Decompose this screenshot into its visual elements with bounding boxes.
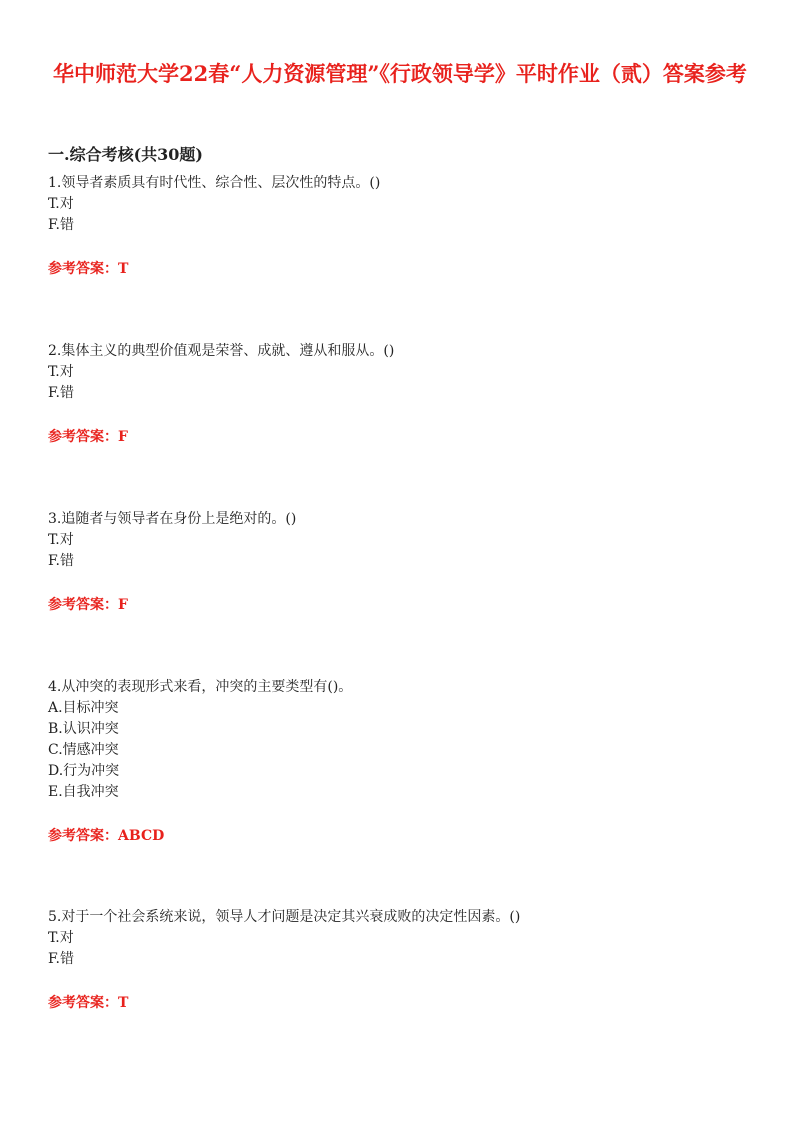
question-option: F.错 — [48, 217, 74, 233]
section-heading: 一.综合考核(共30题) — [48, 145, 203, 164]
question-text: 3.追随者与领导者在身份上是绝对的。() — [48, 511, 297, 527]
answer-line: 参考答案：ABCD — [48, 828, 165, 844]
question-1 — [48, 172, 758, 280]
document-title: 华中师范大学22春“人力资源管理”《行政领导学》平时作业（贰）答案参考 — [53, 61, 747, 86]
question-option: T.对 — [48, 532, 74, 548]
question-option: D.行为冲突 — [48, 763, 120, 779]
question-option: F.错 — [48, 385, 74, 401]
question-text: 5.对于一个社会系统来说，领导人才问题是决定其兴衰成败的决定性因素。() — [48, 909, 521, 925]
question-option: T.对 — [48, 196, 74, 212]
question-4 — [48, 676, 758, 847]
question-3 — [48, 508, 758, 616]
answer-line: 参考答案：T — [48, 261, 129, 277]
question-option: T.对 — [48, 364, 74, 380]
question-option: A.目标冲突 — [48, 700, 119, 716]
question-option: F.错 — [48, 553, 74, 569]
question-option: B.认识冲突 — [48, 721, 119, 737]
question-option: F.错 — [48, 951, 74, 967]
question-option: C.情感冲突 — [48, 742, 119, 758]
question-text: 2.集体主义的典型价值观是荣誉、成就、遵从和服从。() — [48, 343, 395, 359]
question-option: T.对 — [48, 930, 74, 946]
answer-line: 参考答案：T — [48, 995, 129, 1011]
question-text: 1.领导者素质具有时代性、综合性、层次性的特点。() — [48, 175, 381, 191]
answer-line: 参考答案：F — [48, 429, 128, 445]
question-5 — [48, 906, 758, 1014]
question-text: 4.从冲突的表现形式来看，冲突的主要类型有()。 — [48, 679, 353, 695]
question-option: E.自我冲突 — [48, 784, 119, 800]
answer-line: 参考答案：F — [48, 597, 128, 613]
question-2 — [48, 340, 758, 448]
